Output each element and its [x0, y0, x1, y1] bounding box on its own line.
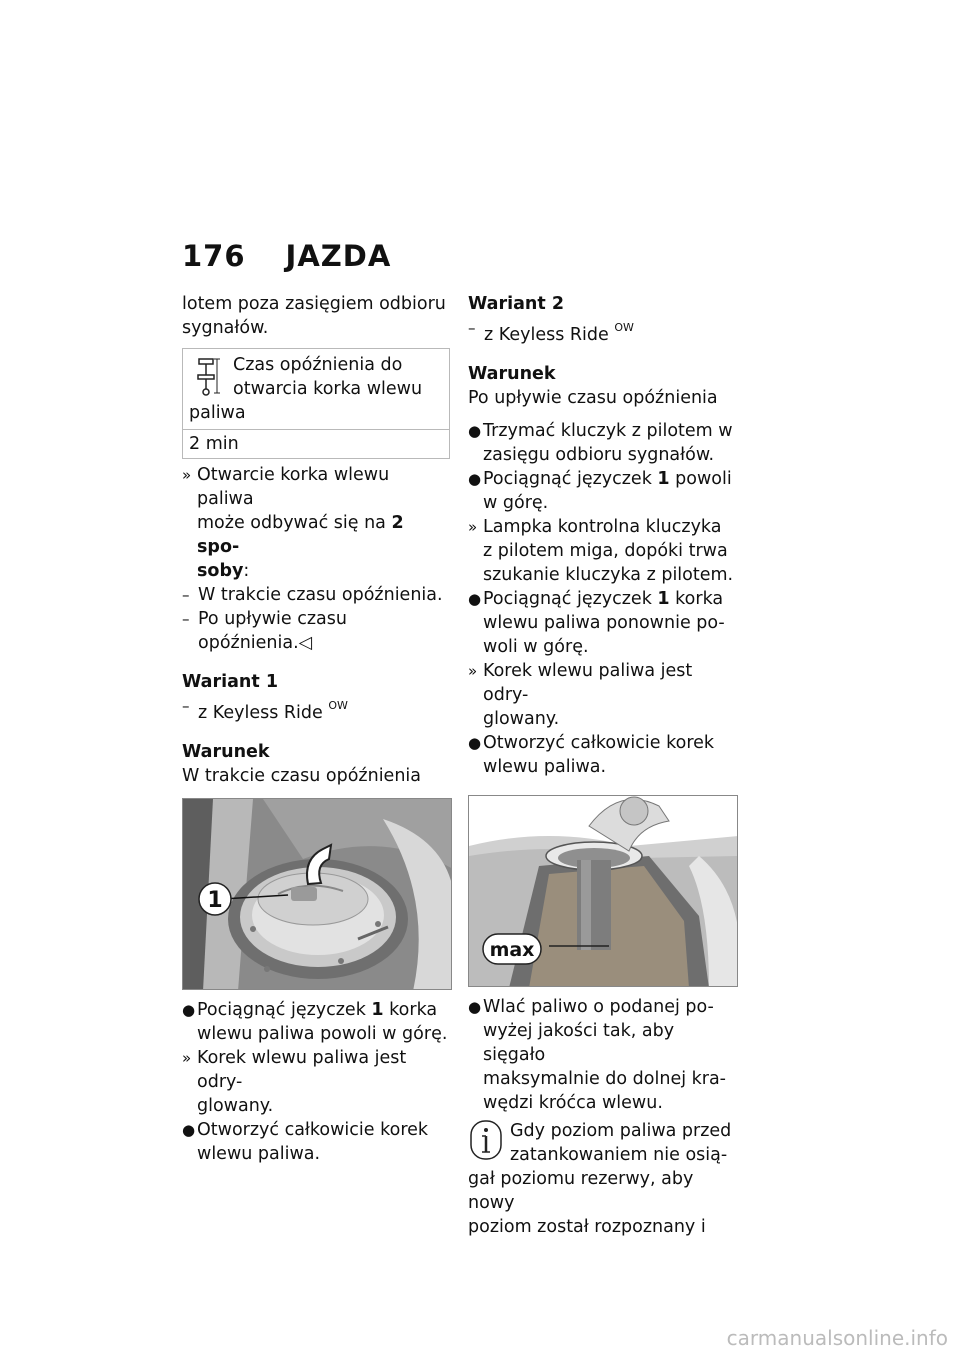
result-indicator-flashes: » Lampka kontrolna kluczyka z pilotem miga, dopóki trwa szukanie kluczyka z pilotem. — [468, 517, 734, 585]
fuel-filler-photo — [468, 795, 738, 987]
result-unlocked: » Korek wlewu paliwa jest odry- glowany. — [182, 1048, 407, 1116]
variant-2-condition: – z Keyless Ride $^{OW}$ — [468, 319, 634, 345]
option-during-delay: – W trakcie czasu opóźnienia. — [182, 585, 443, 605]
fuel-cap-photo — [182, 798, 452, 990]
variant-2-heading: Wariant 2 — [468, 294, 565, 314]
page-header — [182, 239, 392, 273]
step-open-cap: ● Otworzyć całkowicie korek wlewu paliwa. — [182, 1120, 429, 1164]
condition-text: W trakcie czasu opóźnienia — [182, 766, 422, 786]
condition-heading-2: Warunek — [468, 364, 556, 384]
step-pull-tab: ● Pociągnąć języczek 1 korka wlewu paliwa powoli w górę. — [182, 1000, 448, 1044]
option-after-delay: – Po upływie czasu opóźnienia.◁ — [182, 609, 347, 653]
result-unlocked-2: » Korek wlewu paliwa jest odry- glowany. — [468, 661, 693, 729]
delay-table — [182, 348, 450, 459]
variant-1-heading: Wariant 1 — [182, 672, 279, 692]
delay-value: 2 min — [189, 434, 239, 454]
condition-heading: Warunek — [182, 742, 270, 762]
variant-1-condition: – z Keyless Ride $^{OW}$ — [182, 697, 348, 723]
info-note: Gdy poziom paliwa przed zatankowaniem nie osią- gał poziomu rezerwy, aby nowy poziom został rozpoznany i — [468, 1121, 732, 1237]
end-mark-icon: ◁ — [298, 633, 313, 653]
result-two-ways: » Otwarcie korka wlewu paliwa może odbywać się na 2 spo- soby: — [182, 465, 404, 581]
right-column — [468, 292, 736, 1239]
result-marker: » — [182, 466, 192, 484]
step-hold-key: ● Trzymać kluczyk z pilotem w zasięgu odbioru sygnałów. — [468, 421, 733, 465]
left-column — [182, 292, 450, 1166]
page-number: 176 — [182, 239, 246, 273]
delay-label-2: otwarcia korka wlewu — [233, 379, 423, 399]
info-icon — [468, 1119, 506, 1163]
section-title: JAZDA — [285, 239, 392, 273]
intro-line-2: sygnałów. — [182, 318, 269, 338]
intro-line-1: lotem poza zasięgiem odbioru — [182, 294, 446, 314]
delay-label-1: Czas opóźnienia do — [233, 355, 403, 375]
delay-label-3: paliwa — [189, 403, 246, 423]
fuel-cap-illustration — [183, 799, 452, 990]
step-pull-tab-again: ● Pociągnąć języczek 1 korka wlewu paliwa ponownie po- woli w górę. — [468, 589, 725, 657]
fuel-filler-illustration — [469, 796, 738, 987]
condition-text-2: Po upływie czasu opóźnienia — [468, 388, 718, 408]
watermark: carmanualsonline.info — [726, 1326, 948, 1350]
stopwatch-tool-icon — [189, 353, 229, 399]
step-fill-fuel: ● Wlać paliwo o podanej po- wyżej jakości tak, aby sięgało maksymalnie do dolnej kra- wędzi króćca wlewu. — [468, 997, 727, 1113]
step-open-cap-2: ● Otworzyć całkowicie korek wlewu paliwa. — [468, 733, 715, 777]
callout-1-label: 1 — [207, 888, 223, 913]
step-pull-tab-slowly: ● Pociągnąć języczek 1 powoli w górę. — [468, 469, 732, 513]
max-label: max — [489, 939, 535, 961]
delay-table-header — [183, 349, 449, 430]
